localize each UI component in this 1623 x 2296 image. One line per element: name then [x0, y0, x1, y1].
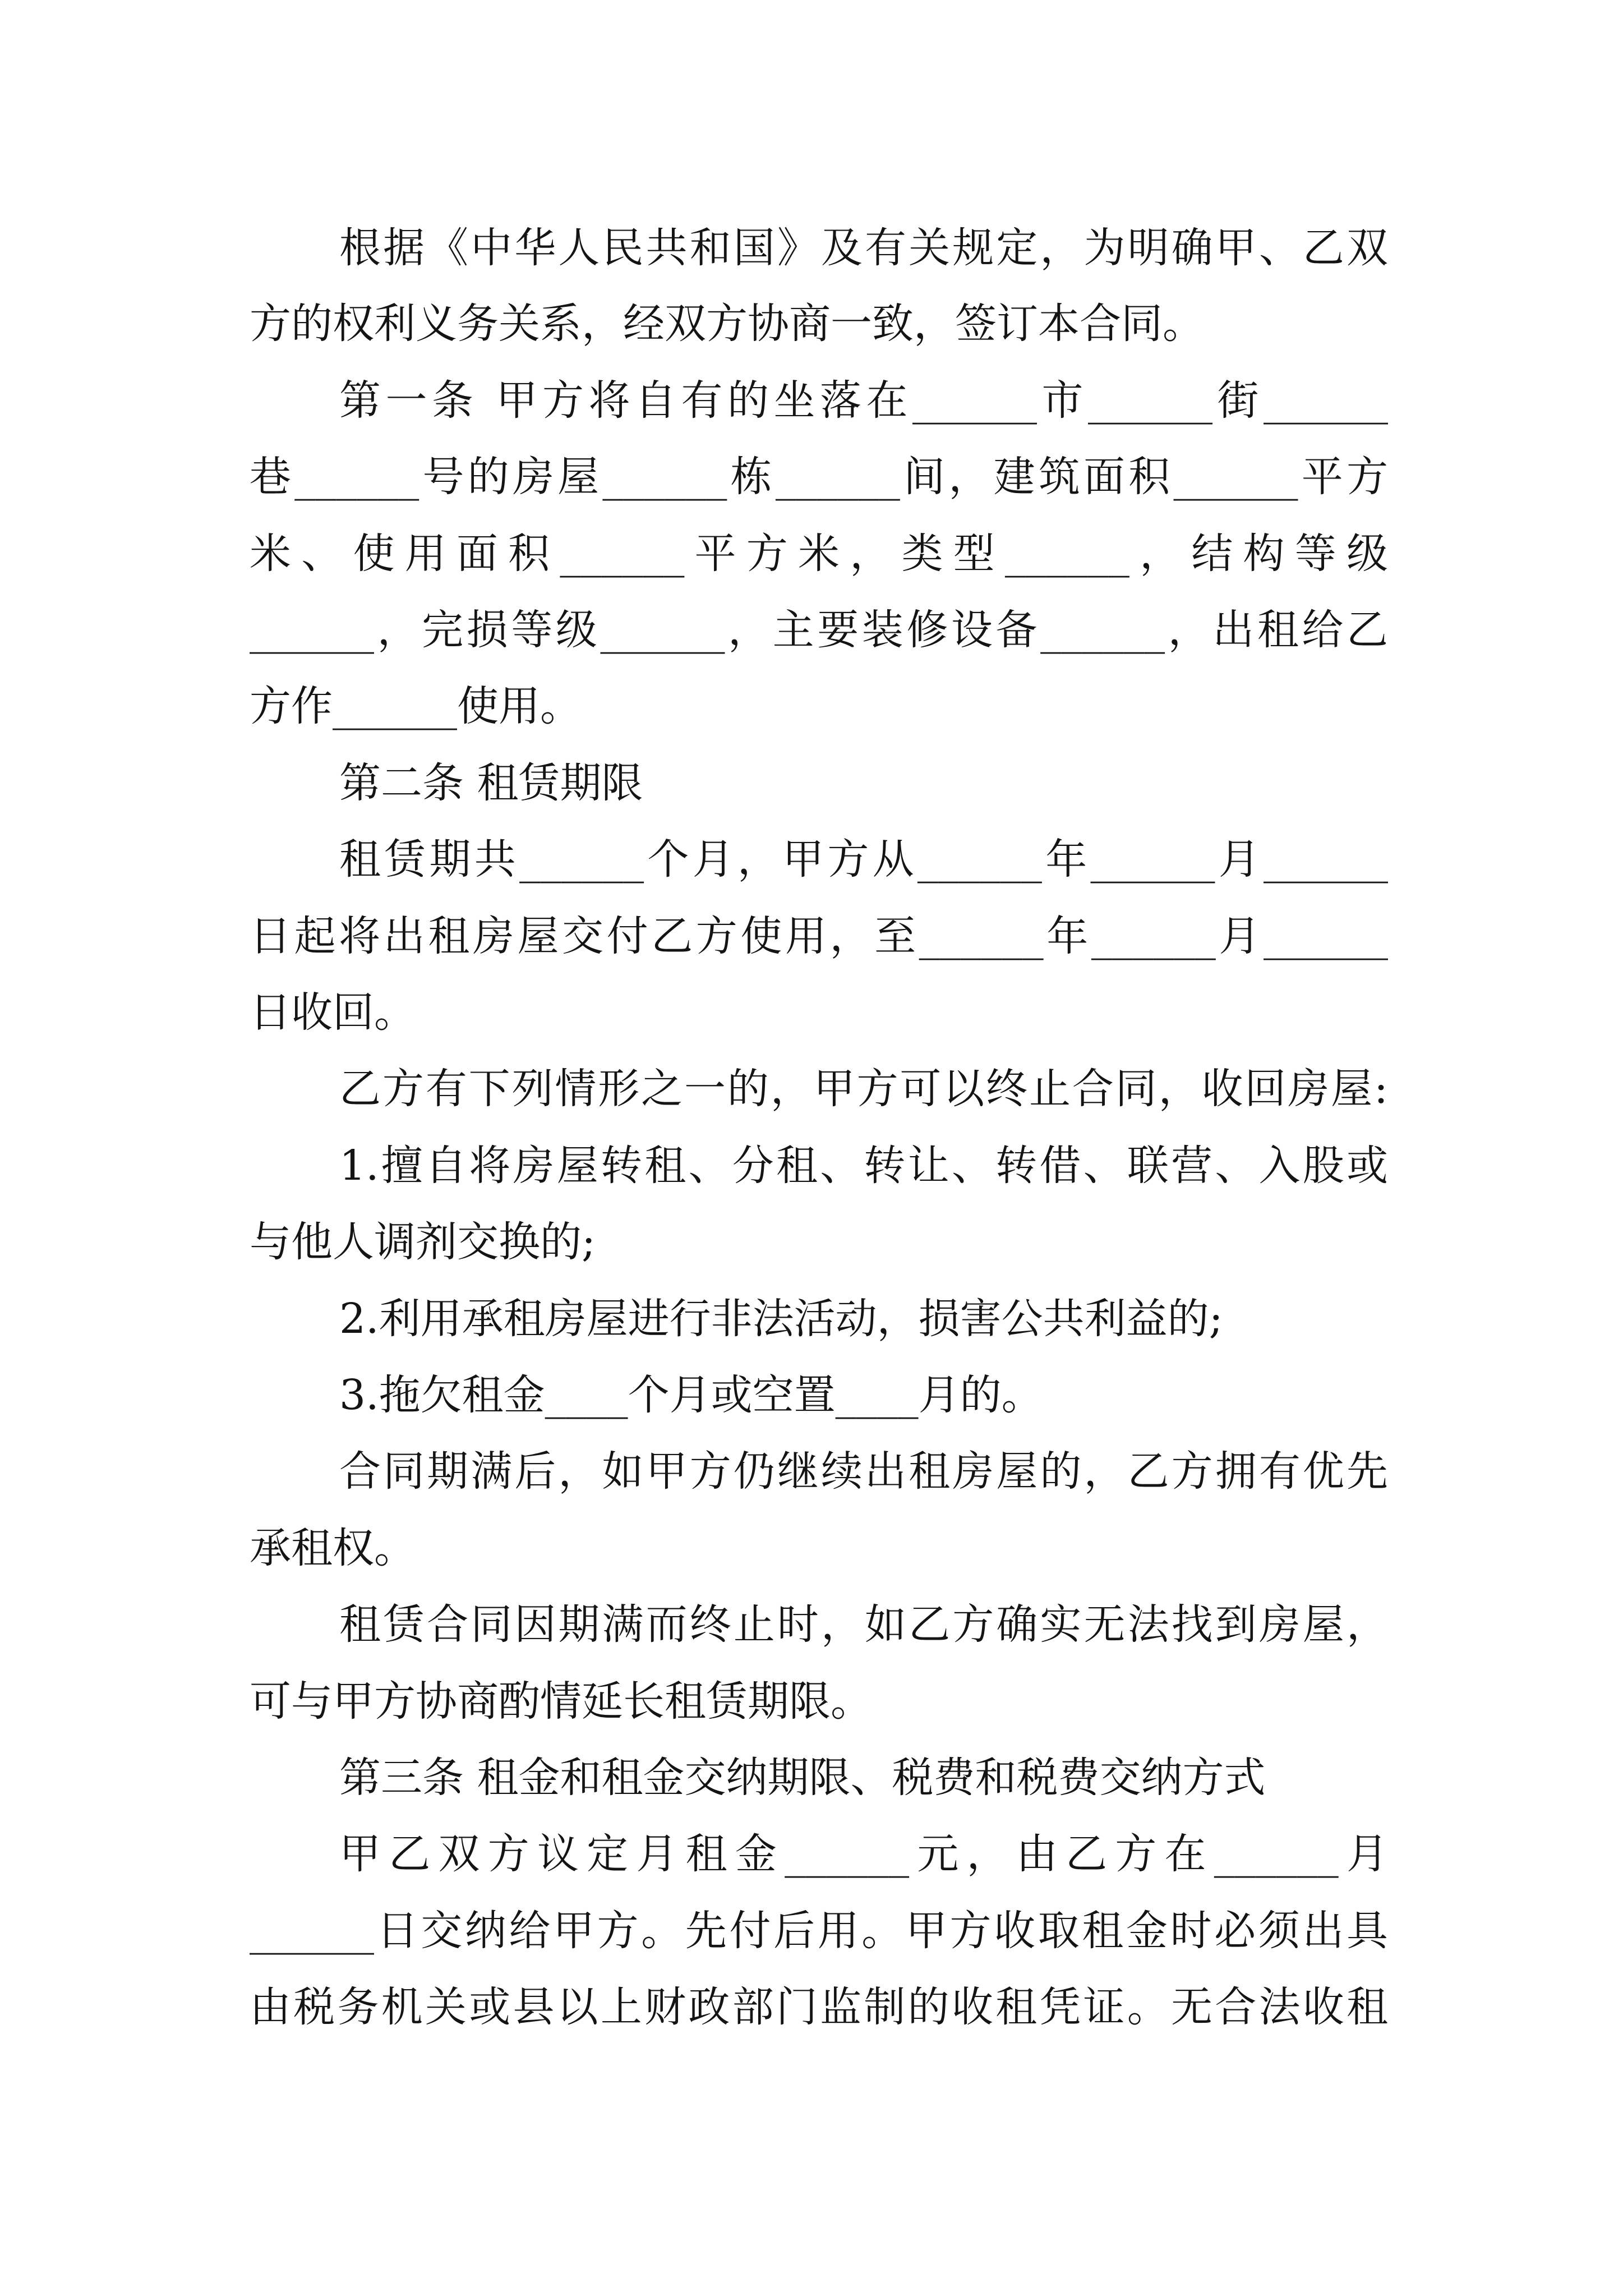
termination-item-1-line-2: 与他人调剂交换的;	[250, 1218, 596, 1266]
article-3-rent-line-1: 甲乙双方议定月租金______元，由乙方在______月	[339, 1830, 1388, 1878]
article-1-line-5: 方作______使用。	[250, 682, 582, 730]
article-2-term-line-2: 日起将出租房屋交付乙方使用，至______年______月______	[250, 912, 1388, 960]
priority-lease-line-1: 合同期满后，如甲方仍继续出租房屋的，乙方拥有优先	[339, 1447, 1388, 1496]
priority-lease-line-2: 承租权。	[250, 1524, 416, 1572]
termination-item-1-line-1: 1.擅自将房屋转租、分租、转让、转借、联营、入股或	[339, 1142, 1388, 1190]
article-1-line-3: 米、使用面积______平方米，类型______，结构等级	[250, 530, 1388, 578]
termination-item-3: 3.拖欠租金____个月或空置____月的。	[339, 1371, 1043, 1419]
paragraph-intro-line-1: 根据《中华人民共和国》及有关规定，为明确甲、乙双	[339, 224, 1388, 272]
article-2-heading: 第二条 租赁期限	[339, 759, 643, 807]
article-1-line-1: 第一条 甲方将自有的坐落在______市______街______	[339, 376, 1388, 425]
article-3-rent-line-3: 由税务机关或县以上财政部门监制的收租凭证。无合法收租	[250, 1983, 1388, 2031]
article-3-heading: 第三条 租金和租金交纳期限、税费和税费交纳方式	[339, 1754, 1266, 1802]
article-3-rent-line-2: ______日交纳给甲方。先付后用。甲方收取租金时必须出具	[250, 1907, 1388, 1955]
termination-intro: 乙方有下列情形之一的，甲方可以终止合同，收回房屋:	[339, 1065, 1388, 1113]
article-2-term-line-1: 租赁期共______个月，甲方从______年______月______	[339, 835, 1388, 884]
paragraph-intro-line-2: 方的权利义务关系，经双方协商一致，签订本合同。	[250, 300, 1204, 348]
termination-item-2: 2.利用承租房屋进行非法活动，损害公共利益的;	[339, 1295, 1223, 1343]
article-1-line-2: 巷______号的房屋______栋______间，建筑面积______平方	[250, 453, 1388, 501]
extension-line-2: 可与甲方协商酌情延长租赁期限。	[250, 1677, 872, 1726]
extension-line-1: 租赁合同因期满而终止时，如乙方确实无法找到房屋，	[339, 1600, 1388, 1649]
article-2-term-line-3: 日收回。	[250, 988, 416, 1037]
article-1-line-4: ______，完损等级______，主要装修设备______，出租给乙	[250, 606, 1388, 654]
